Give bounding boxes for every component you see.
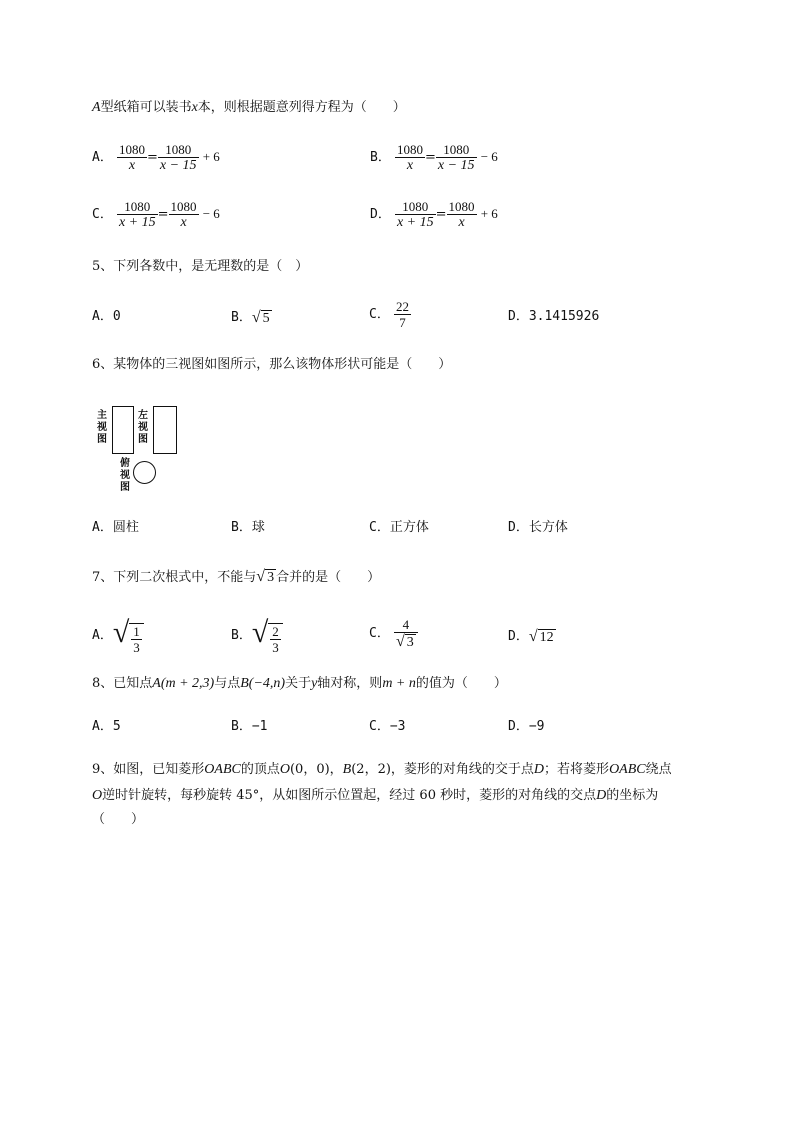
option-label: A． — [92, 627, 113, 643]
label-top-view: 俯 视 图 — [120, 458, 130, 493]
q9-text: 的坐标为 — [606, 788, 659, 803]
numerator: 1080 — [448, 199, 475, 214]
denominator: 7 — [399, 315, 406, 330]
denominator: x — [180, 215, 187, 230]
label-left-view: 左 视 图 — [138, 410, 148, 445]
q9-text: 的顶点 — [240, 762, 280, 777]
denominator: x — [458, 215, 465, 230]
denominator: x + 15 — [118, 215, 156, 230]
q9-text: (0，0)， — [289, 762, 343, 777]
denominator: 3 — [272, 639, 279, 655]
q5-stem: 5、下列各数中，是无理数的是（ ） — [92, 259, 309, 274]
q8-option-a[interactable]: A．5 — [92, 719, 121, 734]
option-label: C． — [92, 207, 113, 222]
numerator: 4 — [394, 617, 418, 633]
option-label: D． — [508, 629, 529, 644]
q7-option-b[interactable] — [231, 616, 283, 655]
q4-option-b[interactable] — [370, 142, 498, 173]
q8-stem-text-c: 关于 — [285, 676, 312, 691]
denominator: 3 — [133, 639, 140, 655]
fraction — [395, 142, 425, 173]
q8-stem-text-b: 与点 — [214, 676, 241, 691]
radical-sign: √ — [112, 616, 130, 649]
numerator: 1080 — [117, 199, 158, 215]
square-root — [256, 567, 276, 588]
option-label: B． — [370, 150, 391, 165]
top-view-circle — [133, 461, 156, 484]
equals-sign: = — [146, 150, 158, 165]
point-d: D — [596, 788, 607, 803]
equals-sign: = — [424, 150, 436, 165]
q7-stem-text-b: 合并的是（ ） — [276, 570, 381, 585]
square-root — [113, 616, 144, 655]
y-axis-var: y — [311, 676, 318, 691]
rhombus-name: OABC — [204, 762, 241, 777]
fraction — [395, 199, 436, 230]
numerator: 2 — [272, 623, 279, 639]
q5-option-c[interactable] — [369, 299, 411, 330]
denominator: x − 15 — [159, 158, 197, 173]
q7-option-d[interactable] — [508, 625, 556, 646]
square-root — [252, 616, 283, 655]
q8-stem-text-a: 8、已知点 — [92, 676, 153, 691]
q9-text: (2，2)，菱形的对角线的交于点 — [351, 762, 534, 777]
q7-option-a[interactable] — [92, 616, 144, 655]
denominator: x — [406, 158, 414, 173]
q4-stem-text-b: 本，则根据题意列得方程为（ ） — [197, 100, 406, 115]
m-plus-n: m + n — [382, 676, 416, 691]
q6-option-d[interactable]: D．长方体 — [508, 520, 568, 535]
option-label: B． — [231, 627, 252, 643]
numerator: 1080 — [170, 199, 197, 214]
q8-stem — [92, 674, 507, 694]
q9-text: 绕点 — [645, 762, 672, 777]
square-root — [529, 628, 556, 646]
q6-option-c[interactable]: C．正方体 — [369, 520, 429, 535]
radical-sign: √ — [395, 633, 405, 651]
radical-sign: √ — [251, 308, 261, 326]
numerator: 1080 — [158, 142, 199, 158]
point-a: A(m + 2,3) — [152, 676, 215, 691]
square-root — [252, 309, 272, 327]
option-label: B． — [231, 310, 252, 325]
option-label: A． — [92, 150, 113, 165]
denominator: x − 15 — [437, 158, 475, 173]
q7-option-c[interactable] — [369, 617, 418, 650]
tail-term: + 6 — [480, 206, 498, 221]
radicand: 5 — [262, 310, 270, 326]
fraction — [117, 142, 147, 173]
main-view-rect — [112, 406, 134, 454]
fraction — [270, 624, 281, 655]
fraction — [447, 199, 477, 230]
q6-option-a[interactable]: A．圆柱 — [92, 520, 139, 535]
q8-option-d[interactable]: D．−9 — [508, 719, 545, 734]
numerator: 1080 — [395, 199, 436, 215]
q9-line-1 — [92, 760, 672, 780]
q6-option-b[interactable]: B．球 — [231, 520, 265, 535]
fraction — [117, 199, 158, 230]
numerator: 1 — [133, 623, 140, 639]
radicand — [268, 623, 283, 655]
radical-sign: √ — [256, 568, 266, 585]
q4-stem-text-a: 型纸箱可以装书 — [100, 100, 192, 115]
radical-sign: √ — [251, 616, 269, 649]
denominator — [394, 633, 418, 650]
radicand: 12 — [539, 629, 554, 645]
point-b: B — [342, 762, 352, 777]
q9-text: 逆时针旋转，每秒旋转 45°，从如图所示位置起，经过 60 秒时，菱形的对角线的交点 — [102, 788, 597, 803]
numerator: 1080 — [396, 142, 423, 157]
q9-line-2 — [92, 786, 658, 806]
radicand: 3 — [406, 635, 414, 651]
numerator: 1080 — [118, 142, 145, 157]
q5-option-a[interactable]: A．0 — [92, 309, 121, 324]
numerator: 22 — [395, 299, 409, 314]
denominator: x + 15 — [396, 215, 434, 230]
q5-option-b[interactable] — [231, 306, 272, 327]
radical-sign: √ — [528, 627, 538, 645]
option-label: C． — [369, 626, 390, 642]
tail-term: − 6 — [480, 149, 498, 164]
label-main-view: 主 视 图 — [97, 410, 107, 445]
q8-stem-text-d: 轴对称，则 — [317, 676, 383, 691]
square-root — [396, 634, 416, 650]
radicand — [129, 623, 144, 655]
q9-text: 9、如图，已知菱形 — [92, 762, 205, 777]
left-view-rect — [153, 406, 177, 454]
fraction — [394, 299, 411, 330]
q6-stem: 6、某物体的三视图如图所示，那么该物体形状可能是（ ） — [92, 357, 452, 372]
q4-option-d[interactable] — [370, 199, 498, 230]
tail-term: + 6 — [202, 149, 220, 164]
tail-term: − 6 — [202, 206, 220, 221]
fraction — [131, 624, 142, 655]
q4-stem-a-type: A — [92, 100, 101, 115]
fraction — [394, 617, 418, 650]
rhombus-name: OABC — [609, 762, 646, 777]
q8-stem-text-e: 的值为（ ） — [415, 676, 507, 691]
q4-option-a[interactable] — [92, 142, 220, 173]
q8-option-b[interactable]: B．−1 — [231, 719, 268, 734]
q7-stem-text-a: 7、下列二次根式中，不能与 — [92, 570, 257, 585]
q4-stem-x: x — [191, 100, 198, 115]
option-label: C． — [369, 307, 390, 322]
q8-option-c[interactable]: C．−3 — [369, 719, 406, 734]
q9-text: ；若将菱形 — [544, 762, 610, 777]
option-label: D． — [370, 207, 391, 222]
point-d: D — [533, 762, 545, 777]
fraction — [169, 199, 199, 230]
q7-stem — [92, 567, 380, 588]
numerator: 1080 — [436, 142, 477, 158]
equals-sign: = — [435, 207, 447, 222]
equals-sign: = — [157, 207, 169, 222]
q5-option-d[interactable]: D．3.1415926 — [508, 309, 600, 324]
point-o: O — [92, 788, 103, 803]
q9-line-3: （ ） — [92, 812, 145, 827]
fraction — [158, 142, 199, 173]
point-b: B(−4,n) — [240, 676, 286, 691]
radicand: 3 — [267, 570, 275, 585]
point-o: O — [279, 762, 290, 777]
denominator: x — [128, 158, 136, 173]
q4-stem — [92, 98, 406, 118]
fraction — [436, 142, 477, 173]
q4-option-c[interactable] — [92, 199, 220, 230]
